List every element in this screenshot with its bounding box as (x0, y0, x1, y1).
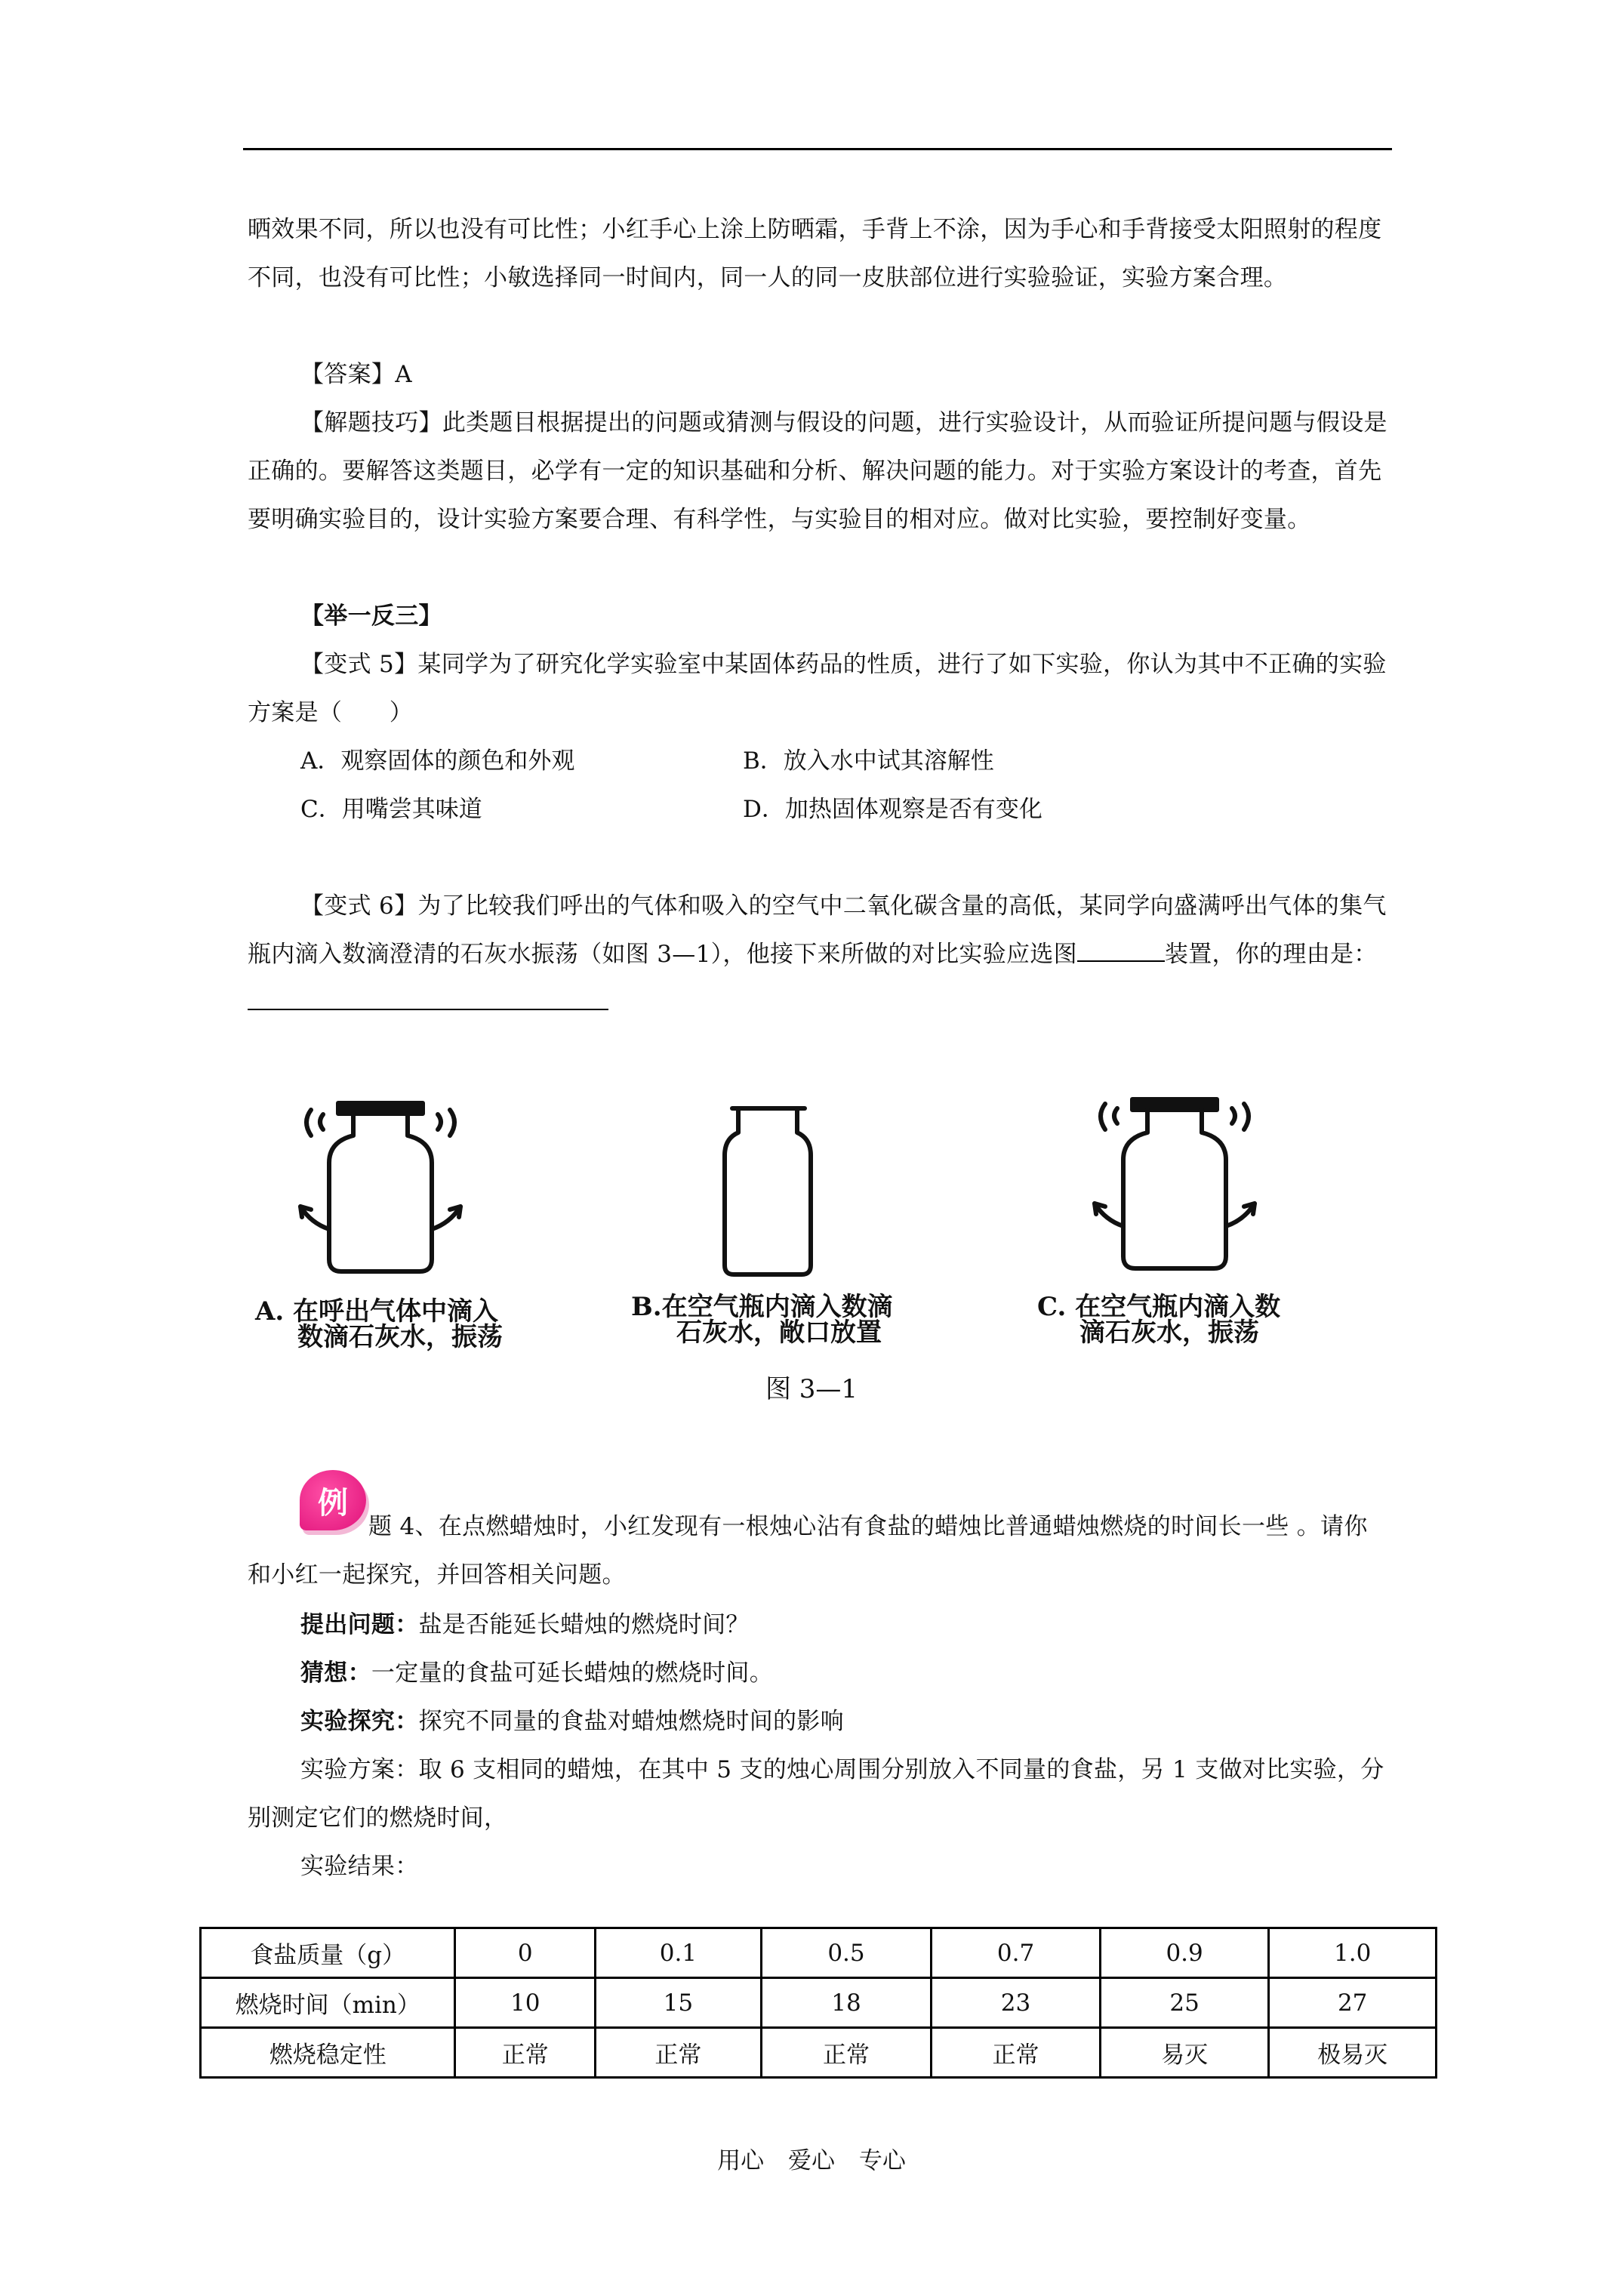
table-cell: 1.0 (1269, 1928, 1437, 1978)
table-row (201, 2028, 1437, 2078)
variant-6-body-2: 装置，你的理由是： (1164, 941, 1378, 968)
page-footer: 用心 爱心 专心 (717, 2147, 906, 2174)
results-table (199, 1927, 1437, 2079)
paragraph-comparison: 晒效果不同，所以也没有可比性；小红手心上涂上防晒霜，手背上不涂，因为手心和手背接受太阳照射的程度不同，也没有可比性；小敏选择同一时间内，同一人的同一皮肤部位进行实验验证，实验方案合理。 (248, 216, 1382, 291)
table-cell: 18 (761, 1978, 932, 2028)
question-text: 盐是否能延长蜡烛的燃烧时间？ (418, 1611, 750, 1638)
bottle-c-illustration (1095, 1099, 1255, 1268)
figure-b-label-2: 石灰水，敞口放置 (676, 1318, 882, 1348)
table-cell: 27 (1269, 1978, 1437, 2028)
figure-caption: 图 3—1 (765, 1374, 858, 1404)
table-cell: 正常 (596, 2028, 762, 2078)
table-cell: 0.1 (596, 1928, 762, 1978)
result-label: 实验结果： (300, 1853, 419, 1880)
variant-5-body: 某同学为了研究化学实验室中某固体药品的性质，进行了如下实验，你认为其中不正确的实验方案是（ ） (248, 651, 1387, 726)
option-a: A．观察固体的颜色和外观 (300, 747, 575, 775)
bottle-b-illustration (725, 1108, 811, 1274)
table-cell: 易灭 (1100, 2028, 1269, 2078)
tip-heading: 【解题技巧】 (300, 409, 442, 436)
plan-paragraph: 实验方案：取 6 支相同的蜡烛，在其中 5 支的烛心周围分别放入不同量的食盐，另 1 支做对比实验，分别测定它们的燃烧时间， (248, 1756, 1384, 1832)
question-label: 提出问题： (300, 1611, 419, 1638)
guess-label: 猜想： (300, 1660, 371, 1687)
option-b: B．放入水中试其溶解性 (743, 747, 994, 775)
table-cell: 15 (596, 1978, 762, 2028)
figure-c-label-1: C. 在空气瓶内滴入数 (1037, 1292, 1281, 1322)
explore-line (300, 1697, 1387, 1746)
figure-a-label-2: 数滴石灰水，振荡 (297, 1322, 503, 1352)
table-row (201, 1978, 1437, 2028)
option-d: D．加热固体观察是否有变化 (743, 796, 1042, 823)
example-4-intro: 题 4、在点燃蜡烛时，小红发现有一根烛心沾有食盐的蜡烛比普通蜡烛燃烧的时间长一些 。请你和小红一起探究，并回答相关问题。 (248, 1513, 1368, 1589)
tip-body: 此类题目根据提出的问题或猜测与假设的问题，进行实验设计，从而验证所提问题与假设是正确的。要解答这类题目，必学有一定的知识基础和分析、解决问题的能力。对于实验方案设计的考查，首先要明确实验目的，设计实验方案要合理、有科学性，与实验目的相对应。做对比实验，要控制好变量。 (248, 409, 1387, 533)
table-cell: 极易灭 (1269, 2028, 1437, 2078)
table-cell: 正常 (932, 2028, 1101, 2078)
figure-a-label-1: A. 在呼出气体中滴入 (255, 1296, 499, 1327)
table-row (201, 1928, 1437, 1978)
table-cell: 0 (455, 1928, 596, 1978)
variant-6-body-1: 为了比较我们呼出的气体和吸入的空气中二氧化碳含量的高低，某同学向盛满呼出气体的集气瓶内滴入数滴澄清的石灰水振荡（如图 3—1），他接下来所做的对比实验应选图 (248, 892, 1387, 968)
variant-5-heading: 【变式 5】 (300, 651, 418, 678)
guess-line (300, 1649, 1387, 1697)
table-cell: 23 (932, 1978, 1101, 2028)
bottle-a-illustration (300, 1103, 460, 1271)
table-cell: 燃烧时间（min） (201, 1978, 455, 2028)
table-cell: 正常 (455, 2028, 596, 2078)
table-cell: 10 (455, 1978, 596, 2028)
table-cell: 燃烧稳定性 (201, 2028, 455, 2078)
answer-line: 【答案】A (300, 361, 412, 388)
juyi-label: 【举一反三】 (300, 603, 442, 630)
guess-text: 一定量的食盐可延长蜡烛的燃烧时间。 (371, 1660, 774, 1687)
table-cell: 0.5 (761, 1928, 932, 1978)
figure-c-label-2: 滴石灰水，振荡 (1079, 1318, 1259, 1348)
option-c: C．用嘴尝其味道 (300, 796, 482, 823)
example-badge-icon: 例 (300, 1470, 366, 1530)
explore-label: 实验探究： (300, 1708, 419, 1735)
table-cell: 正常 (761, 2028, 932, 2078)
question-line (300, 1601, 1387, 1649)
variant-6-heading: 【变式 6】 (300, 892, 418, 920)
figure-b-label-1: B.在空气瓶内滴入数滴 (631, 1292, 893, 1322)
explore-text: 探究不同量的食盐对蜡烛燃烧时间的影响 (418, 1708, 844, 1735)
table-cell: 0.7 (932, 1928, 1101, 1978)
table-cell: 25 (1100, 1978, 1269, 2028)
table-cell: 食盐质量（g） (201, 1928, 455, 1978)
table-cell: 0.9 (1100, 1928, 1269, 1978)
